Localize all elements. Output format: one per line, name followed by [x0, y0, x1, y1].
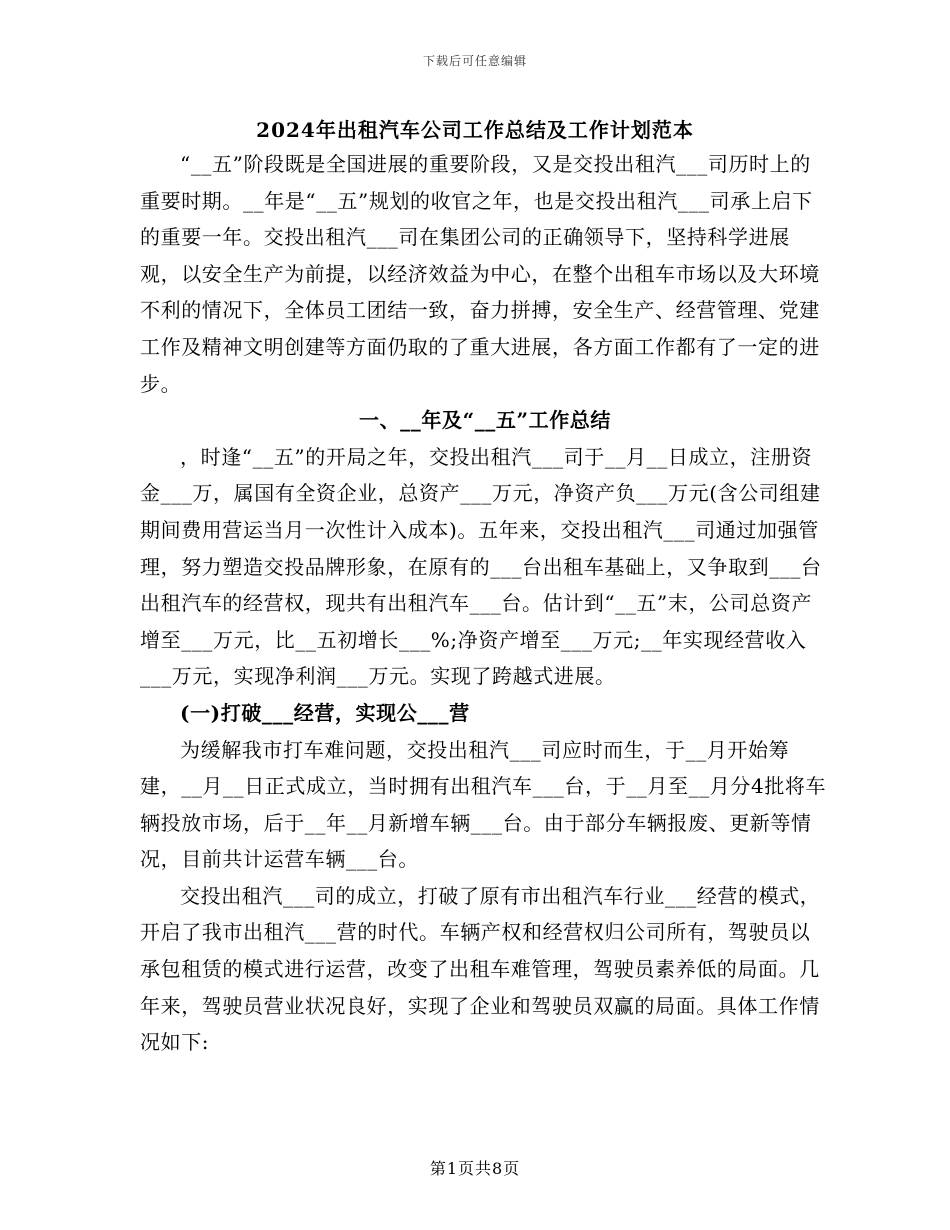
intro-paragraph: “__五”阶段既是全国进展的重要阶段，又是交投出租汽___司历时上的重要时期。__年是“__五”规划的收官之年，也是交投出租汽___司承上启下的重要一年。交投出租汽___司在集团公司的正确领导下，坚持科学进展观，以安全生产为前提，以经济效益为中心，在整个出租车市场以及大环境不利的情况下，全体员工团结一致，奋力拼搏，安全生产、经营管理、党建工作及精神文明创建等方面仍取的了重大进展，各方面工作都有了一定的进步。 [140, 152, 820, 396]
header-note: 下载后可任意编辑 [422, 54, 527, 68]
impact-paragraph: 交投出租汽___司的成立，打破了原有市出租汽车行业___经营的模式，开启了我市出租汽___营的时代。车辆产权和经营权归公司所有，驾驶员以承包租赁的模式进行运营，改变了出租车难管理，驾驶员素养低的局面。几年来，驾驶员营业状况良好，实现了企业和驾驶员双赢的局面。具体工作情况如下: [140, 883, 821, 1055]
document-body [140, 146, 830, 1061]
summary-paragraph: ，时逢“__五”的开局之年，交投出租汽___司于__月__日成立，注册资金___万，属国有全资企业，总资产___万元，净资产负___万元(含公司组建期间费用营运当月一次性计入成本)。五年来，交投出租汽___司通过加强管理，努力塑造交投品牌形象，在原有的___台出租车基础上，又争取到___台出租汽车的经营权，现共有出租汽车___台。估计到“__五”末，公司总资产增至___万元，比__五初增长___%;净资产增至___万元;__年实现经营收入___万元，实现净利润___万元。实现了跨越式进展。 [140, 444, 822, 689]
subsection-heading: (一)打破___经营，实现公___营 [180, 700, 470, 725]
founding-paragraph: 为缓解我市打车难问题，交投出租汽___司应时而生，于__月开始筹建，__月__日正式成立，当时拥有出租汽车___台，于__月至__月分4批将车辆投放市场，后于__年__月新增车辆___台。由于部分车辆报废、更新等情况，目前共计运营车辆___台。 [140, 737, 827, 872]
section-heading: 一、__年及“__五”工作总结 [358, 408, 611, 433]
page-indicator: 第1页共8页 [429, 1159, 521, 1178]
document-title: 2024年出租汽车公司工作总结及工作计划范本 [256, 118, 694, 142]
